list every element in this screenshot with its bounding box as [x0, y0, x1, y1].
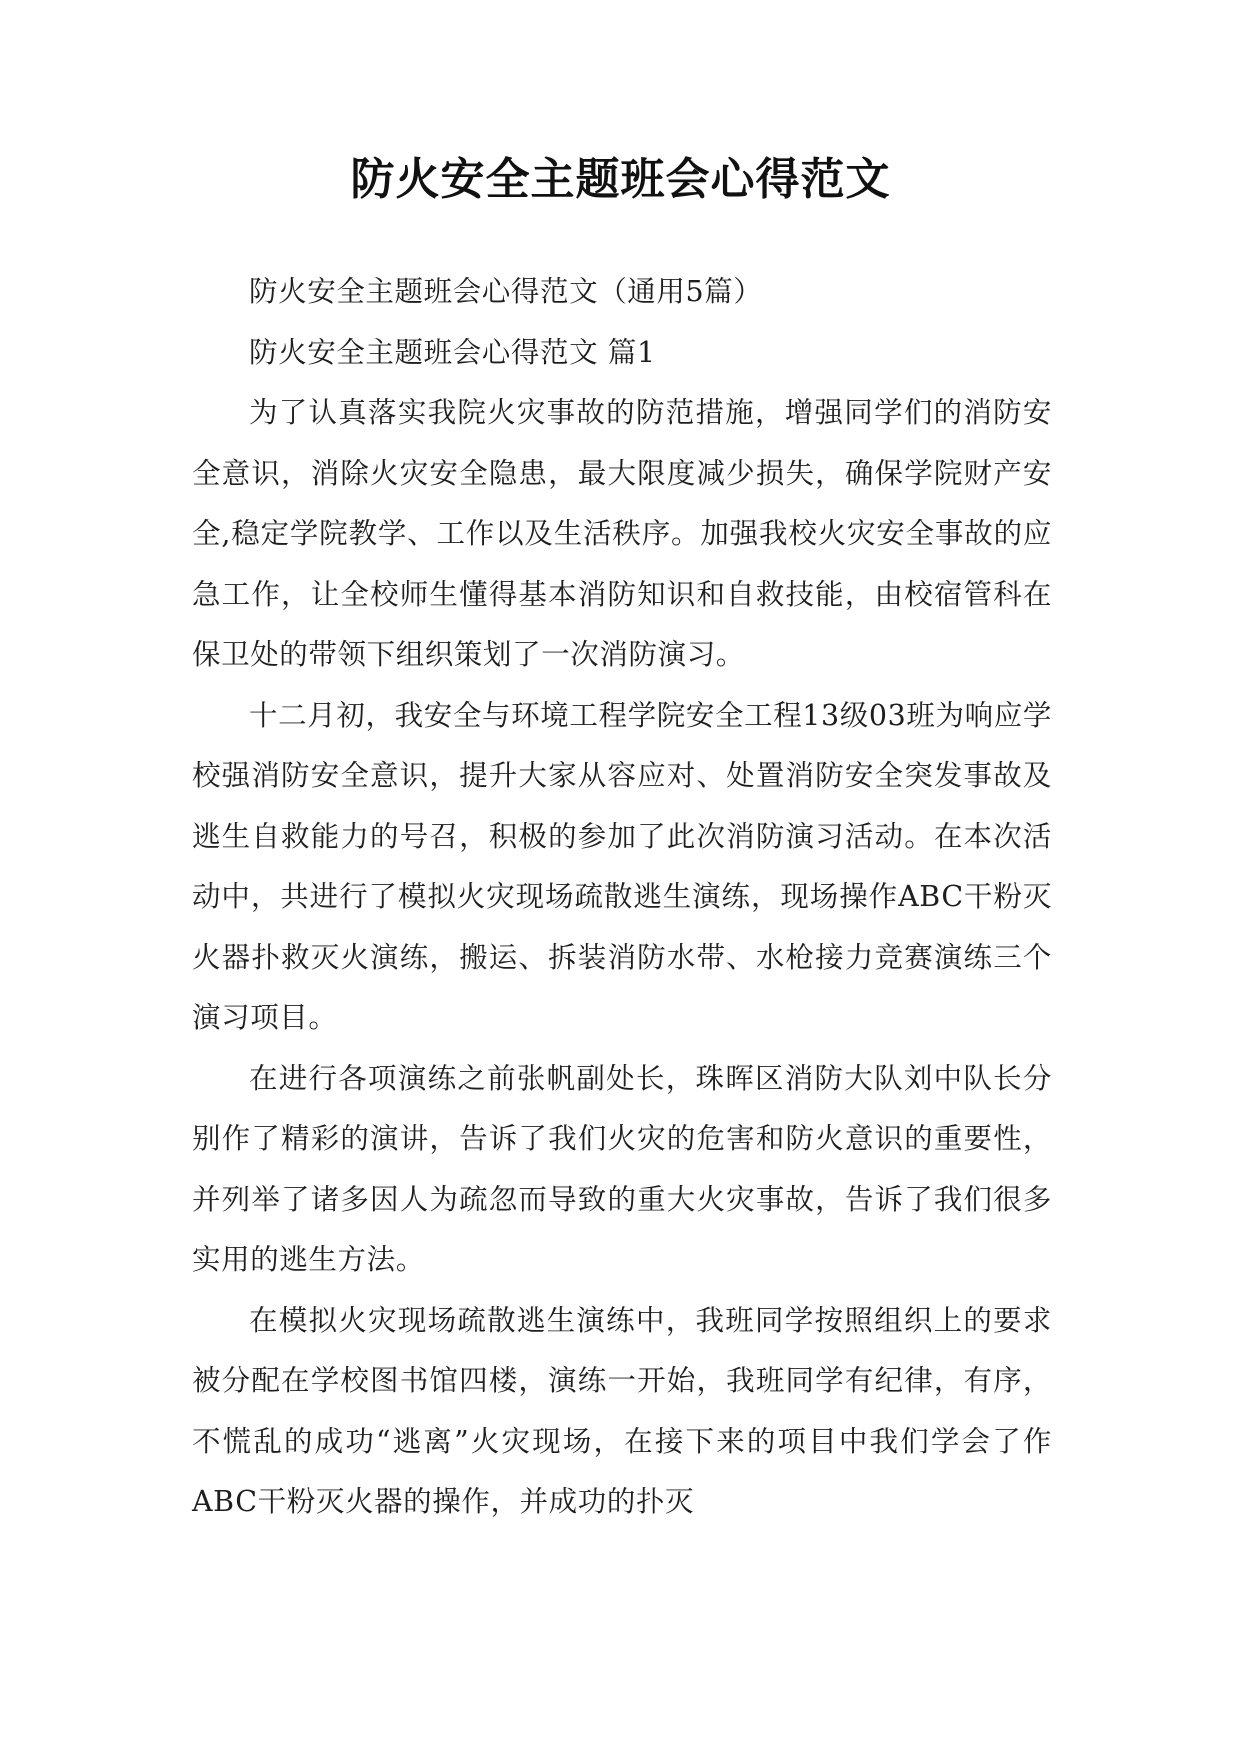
document-body: [192, 262, 1052, 1533]
body-paragraph: 在模拟火灾现场疏散逃生演练中，我班同学按照组织上的要求被分配在学校图书馆四楼，演练一开始，我班同学有纪律，有序，不慌乱的成功“逃离”火灾现场，在接下来的项目中我们学会了作ABC干粉灭火器的操作，并成功的扑灭: [192, 1303, 1052, 1518]
body-paragraph: 在进行各项演练之前张帆副处长，珠晖区消防大队刘中队长分别作了精彩的演讲，告诉了我们火灾的危害和防火意识的重要性，并列举了诸多因人为疏忽而导致的重大火灾事故，告诉了我们很多实用的逃生方法。: [192, 1061, 1052, 1276]
body-paragraph: 十二月初，我安全与环境工程学院安全工程13级03班为响应学校强消防安全意识，提升大家从容应对、处置消防安全突发事故及逃生自救能力的号召，积极的参加了此次消防演习活动。在本次活动中，共进行了模拟火灾现场疏散逃生演练，现场操作ABC干粉灭火器扑救灭火演练，搬运、拆装消防水带、水枪接力竞赛演练三个演习项目。: [192, 698, 1052, 1034]
section-heading: 防火安全主题班会心得范文 篇1: [249, 335, 656, 369]
document-title: 防火安全主题班会心得范文: [350, 154, 891, 205]
body-paragraph: 为了认真落实我院火灾事故的防范措施，增强同学们的消防安全意识，消除火灾安全隐患，最大限度减少损失，确保学院财产安全,稳定学院教学、工作以及生活秩序。加强我校火灾安全事故的应急工作，让全校师生懂得基本消防知识和自救技能，由校宿管科在保卫处的带领下组织策划了一次消防演习。: [192, 396, 1052, 671]
subtitle-paragraph: 防火安全主题班会心得范文（通用5篇）: [249, 275, 763, 308]
